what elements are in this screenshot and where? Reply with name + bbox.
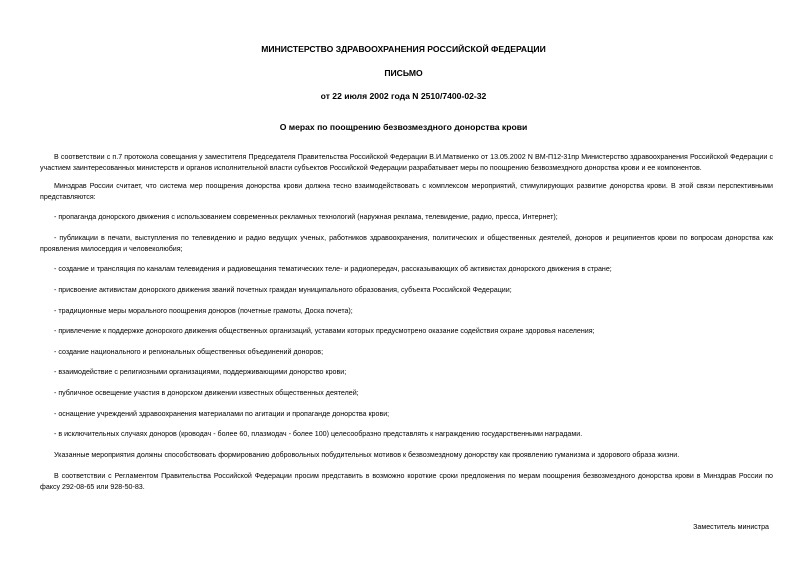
list-item: - взаимодействие с религиозными организациями, поддерживающими донорство крови; (54, 368, 347, 376)
list-item: - публичное освещение участия в донорском движении известных общественных деятелей; (54, 389, 359, 397)
list-item: - создание национального и региональных общественных объединений доноров; (54, 348, 324, 356)
ministry-heading: МИНИСТЕРСТВО ЗДРАВООХРАНЕНИЯ РОССИЙСКОЙ ФЕДЕРАЦИИ (261, 44, 546, 54)
list-item: - пропаганда донорского движения с использованием современных рекламных технологий (наружная реклама, телевидение, радио, пресса, Интернет); (54, 213, 558, 221)
list-item: - присвоение активистам донорского движения званий почетных граждан муниципального образования, субъекта Российской Федерации; (54, 286, 512, 294)
list-item: - привлечение к поддержке донорского движения общественных организаций, уставами которых предусмотрено оказание содействия охране здоровья населения; (54, 327, 595, 335)
list-item: - публикации в печати, выступления по телевидению и радио ведущих ученых, работников здравоохранения, политических и общественных деятелей, доноров и реципиентов крови по вопросам донорства как проявления милосердия и человеколюбия; (40, 234, 773, 254)
list-item: - оснащение учреждений здравоохранения материалами по агитации и пропаганде донорства крови; (54, 410, 390, 418)
doc-type-heading: ПИСЬМО (384, 68, 423, 78)
paragraph-request: В соответствии с Регламентом Правительства Российской Федерации просим представить в возможно короткие сроки предложения по мерам поощрения безвозмездного донорства крови в Минздрав России по факсу 292-08-65 или 928-50-83. (40, 472, 773, 492)
paragraph-intro: В соответствии с п.7 протокола совещания у заместителя Председателя Правительства Российской Федерации В.И.Матвиенко от 13.05.2002 N ВМ-П12-31пр Министерство здравоохранения Российской Федерации с участием заинтересованных министерств и органов исполнительной власти субъектов Российской Федерации разрабатывает меры по поощрению безвозмездного донорства крови и ее компонентов. (40, 153, 773, 173)
list-item: - традиционные меры морального поощрения доноров (почетные грамоты, Доска почета); (54, 307, 353, 315)
paragraph-measures-lead: Минздрав России считает, что система мер поощрения донорства крови должна тесно взаимодействовать с комплексом мероприятий, стимулирующих развитие донорства крови. В этой связи перспективными представляются: (40, 182, 773, 202)
signature-title: Заместитель министра (693, 523, 769, 531)
list-item: - в исключительных случаях доноров (кроводач - более 60, плазмодач - более 100) целесообразно представлять к награждению государственными наградами. (54, 430, 583, 438)
subject-heading: О мерах по поощрению безвозмездного донорства крови (279, 122, 528, 132)
paragraph-purpose: Указанные мероприятия должны способствовать формированию добровольных побудительных мотивов к безвозмездному донорству как проявлению гуманизма и здорового образа жизни. (54, 451, 680, 459)
date-number-heading: от 22 июля 2002 года N 2510/7400-02-32 (320, 91, 487, 101)
list-item: - создание и трансляция по каналам телевидения и радиовещания тематических теле- и радиопередач, рассказывающих об активистах донорского движения в стране; (54, 265, 612, 273)
